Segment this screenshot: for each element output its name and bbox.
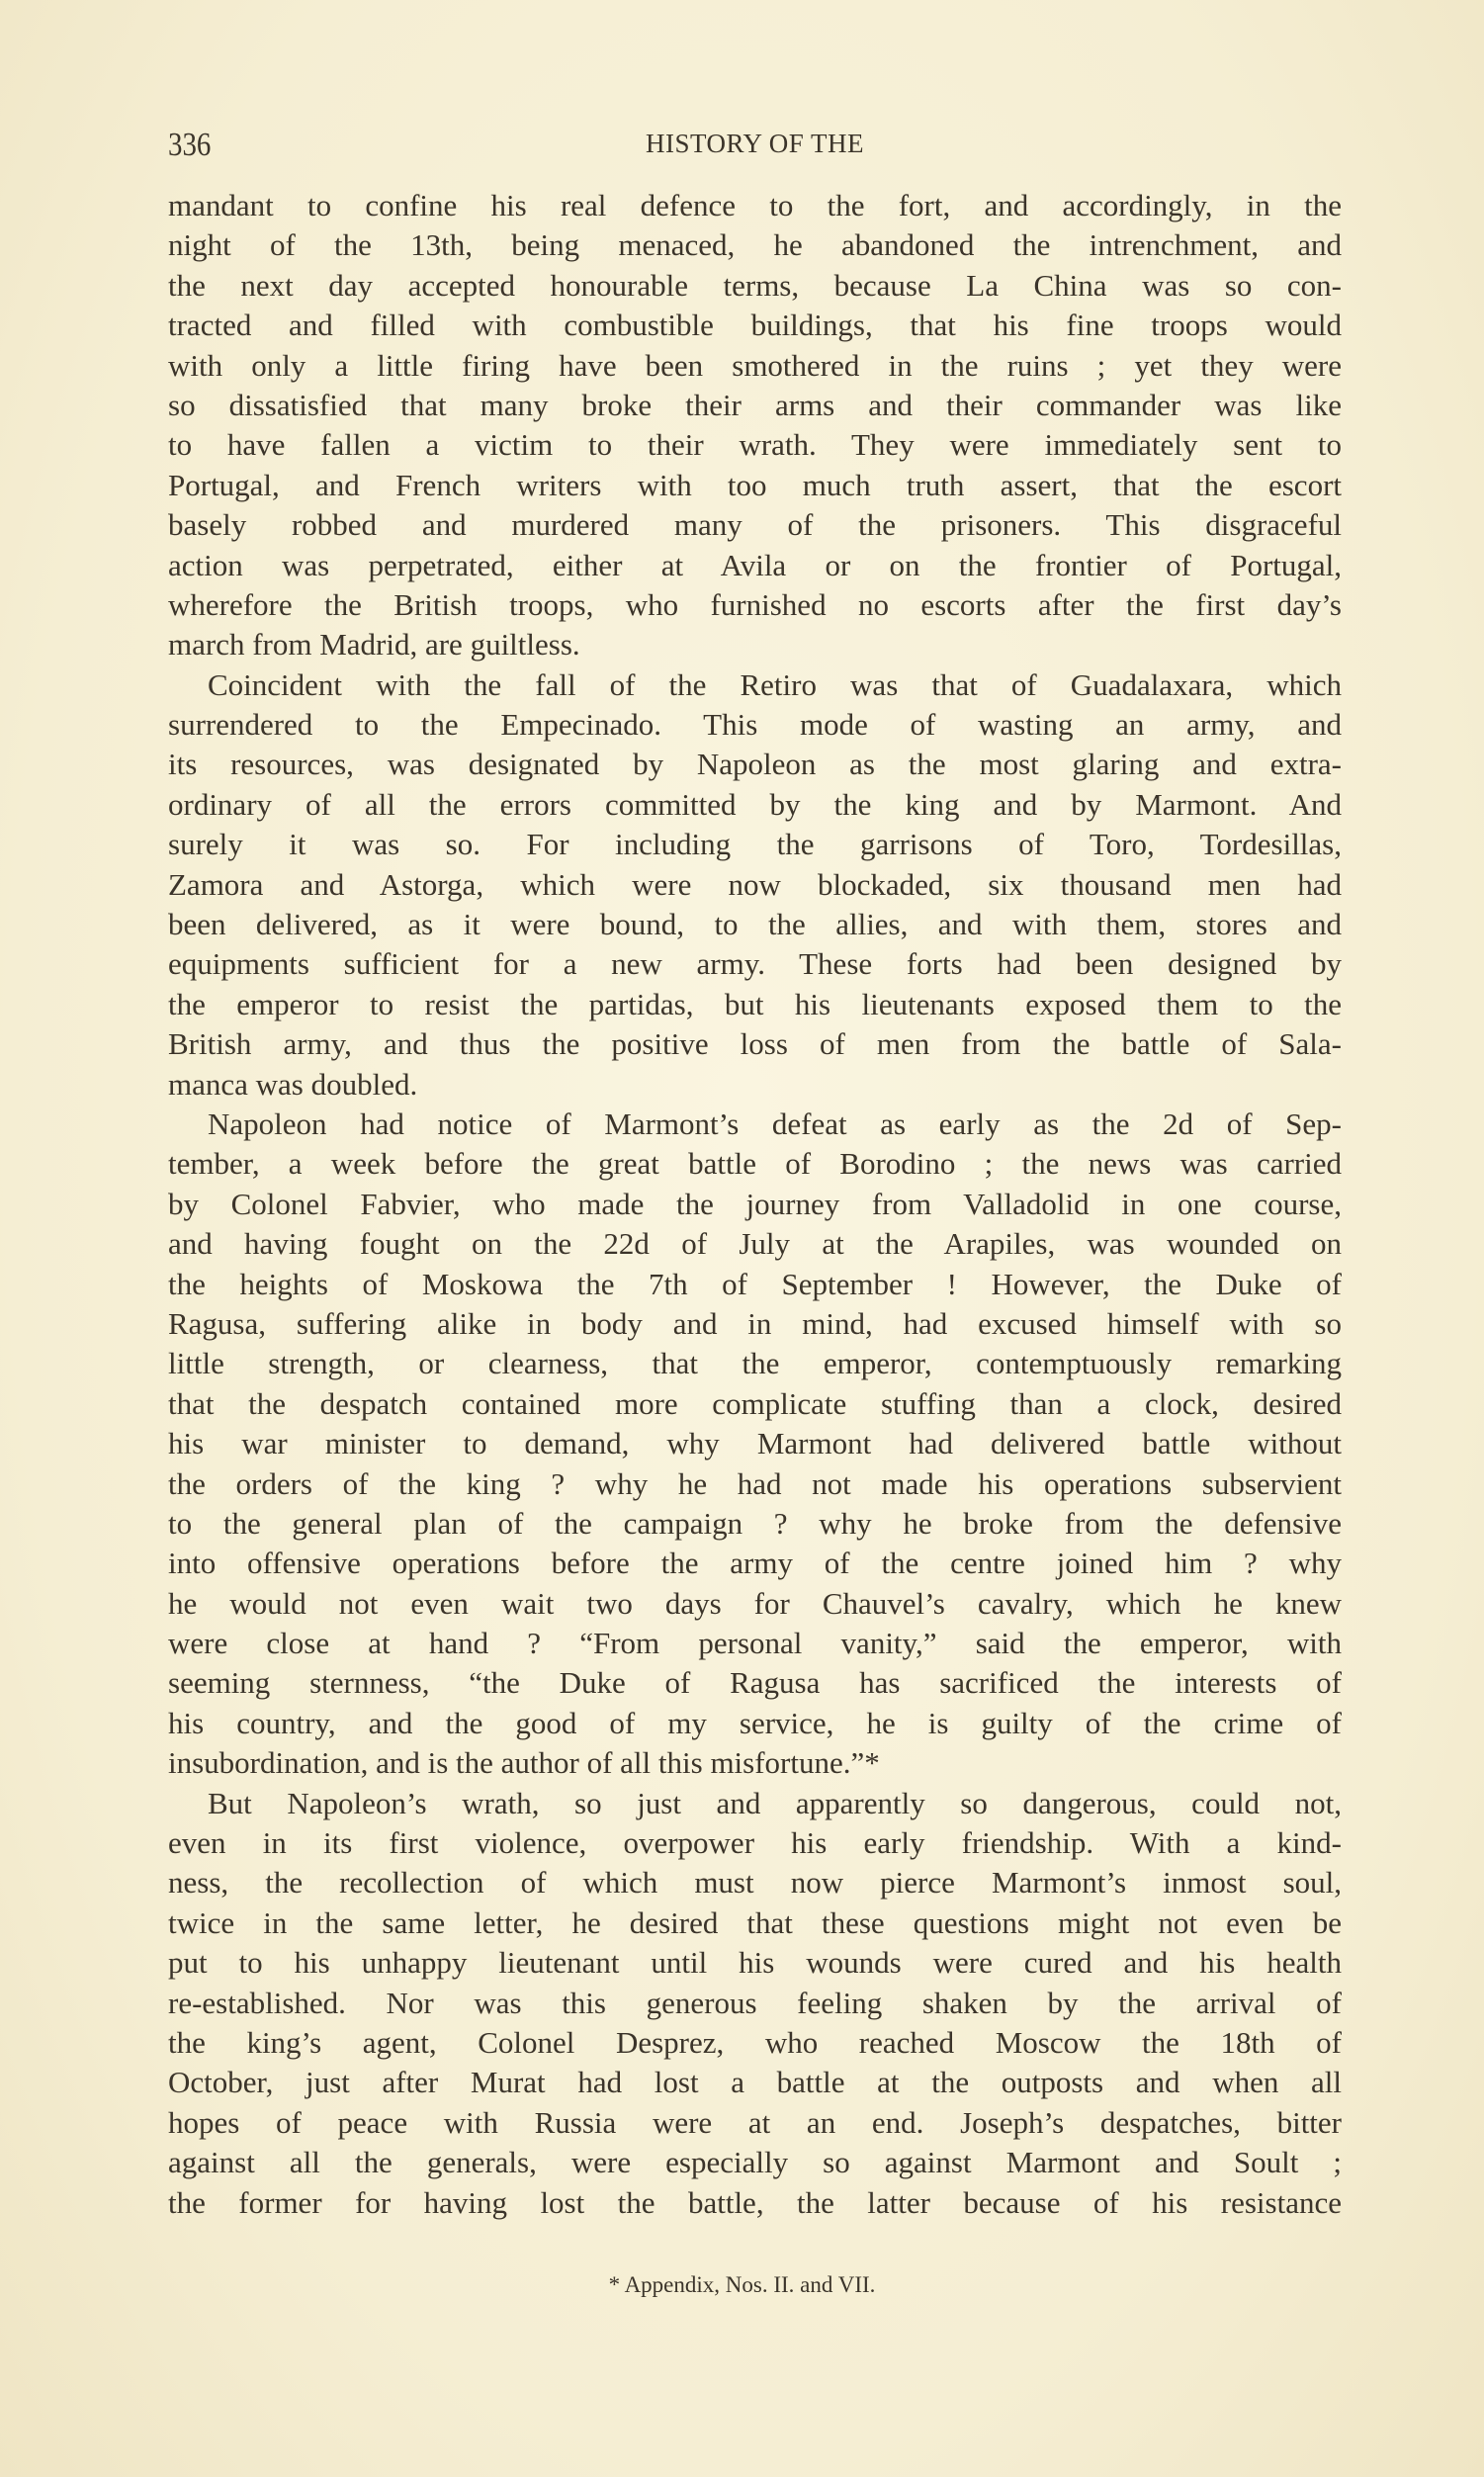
text-line: the king’s agent, Colonel Desprez, who reached Moscow the 18th of [168,2024,1342,2060]
text-line: its resources, was designated by Napoleon as the most glaring and extra- [168,747,1342,782]
text-line: surely it was so. For including the garrisons of Toro, Tordesillas, [168,827,1342,862]
text-line: surrendered to the Empecinado. This mode of wasting an army, and [168,707,1342,743]
text-line: Ragusa, suffering alike in body and in mind, had excused himself with so [168,1305,1342,1341]
text-line: his country, and the good of my service, he is guilty of the crime of [168,1705,1342,1740]
text-line: basely robbed and murdered many of the prisoners. This disgraceful [168,507,1342,543]
text-line: night of the 13th, being menaced, he abandoned the intrenchment, and [168,227,1342,263]
text-line: were close at hand ? “From personal vanity,” said the emperor, with [168,1626,1342,1661]
page-header [168,127,1342,166]
footnote: * Appendix, Nos. II. and VII. [608,2272,876,2297]
text-line: been delivered, as it were bound, to the allies, and with them, stores and [168,907,1342,942]
text-line: march from Madrid, are guiltless. [168,627,580,663]
text-line: British army, and thus the positive loss of men from the battle of Sala- [168,1026,1342,1062]
text-line: his war minister to demand, why Marmont had delivered battle without [168,1426,1342,1461]
text-line: the former for having lost the battle, the latter because of his resistance [168,2184,1342,2220]
paragraph [168,1784,1342,2223]
text-line: insubordination, and is the author of all this misfortune.”* [168,1745,880,1781]
text-line: against all the generals, were especially so against Marmont and Soult ; [168,2145,1342,2180]
paragraph [168,186,1342,665]
text-line: ordinary of all the errors committed by the king and by Marmont. And [168,786,1342,822]
text-line: re-established. Nor was this generous feeling shaken by the arrival of [168,1985,1342,2020]
text-line: by Colonel Fabvier, who made the journey from Valladolid in one course, [168,1186,1342,1221]
text-line: hopes of peace with Russia were at an end. Joseph’s despatches, bitter [168,2104,1342,2140]
running-title: HISTORY OF THE [645,129,865,158]
text-line: mandant to confine his real defence to the fort, and accordingly, in the [168,188,1342,222]
page-number: 336 [168,127,212,163]
text-line: tracted and filled with combustible buildings, that his fine troops would [168,308,1342,343]
text-line: wherefore the British troops, who furnished no escorts after the first day’s [168,586,1342,622]
body-text [168,186,1342,2223]
text-line: put to his unhappy lieutenant until his wounds were cured and his health [168,1945,1342,1981]
text-line: the emperor to resist the partidas, but his lieutenants exposed them to the [168,986,1342,1021]
text-line: seeming sternness, “the Duke of Ragusa has sacrificed the interests of [168,1665,1342,1701]
text-line: to the general plan of the campaign ? why he broke from the defensive [168,1505,1342,1541]
text-line: equipments sufficient for a new army. These forts had been designed by [168,946,1342,982]
text-line: the next day accepted honourable terms, because La China was so con- [168,267,1342,303]
text-line: the heights of Moskowa the 7th of September ! However, the Duke of [168,1266,1342,1301]
text-line: Coincident with the fall of the Retiro was that of Guadalaxara, which [208,666,1342,702]
paragraph [168,665,1342,1105]
text-line: and having fought on the 22d of July at the Arapiles, was wounded on [168,1226,1342,1262]
text-line: he would not even wait two days for Chauvel’s cavalry, which he knew [168,1585,1342,1621]
text-line: tember, a week before the great battle of Borodino ; the news was carried [168,1146,1342,1182]
text-line: even in its first violence, overpower his early friendship. With a kind- [168,1825,1342,1861]
text-line: Zamora and Astorga, which were now blockaded, six thousand men had [168,866,1342,902]
text-line: October, just after Murat had lost a battle at the outposts and when all [168,2065,1342,2100]
paragraph [168,1105,1342,1784]
text-line: that the despatch contained more complicate stuffing than a clock, desired [168,1385,1342,1421]
text-line: But Napoleon’s wrath, so just and apparently so dangerous, could not, [208,1785,1342,1820]
text-line: so dissatisfied that many broke their arms and their commander was like [168,387,1342,422]
text-line: manca was doubled. [168,1066,418,1102]
text-line: twice in the same letter, he desired that these questions might not even be [168,1904,1342,1940]
text-line: ness, the recollection of which must now pierce Marmont’s inmost soul, [168,1865,1342,1901]
text-line: action was perpetrated, either at Avila or on the frontier of Portugal, [168,547,1342,582]
text-line: Napoleon had notice of Marmont’s defeat as early as the 2d of Sep- [208,1106,1342,1141]
text-line: into offensive operations before the army of the centre joined him ? why [168,1546,1342,1581]
text-line: with only a little firing have been smothered in the ruins ; yet they were [168,347,1342,383]
text-line: to have fallen a victim to their wrath. They were immediately sent to [168,427,1342,463]
text-line: the orders of the king ? why he had not made his operations subservient [168,1465,1342,1501]
text-line: little strength, or clearness, that the emperor, contemptuously remarking [168,1346,1342,1381]
text-line: Portugal, and French writers with too much truth assert, that the escort [168,467,1342,502]
